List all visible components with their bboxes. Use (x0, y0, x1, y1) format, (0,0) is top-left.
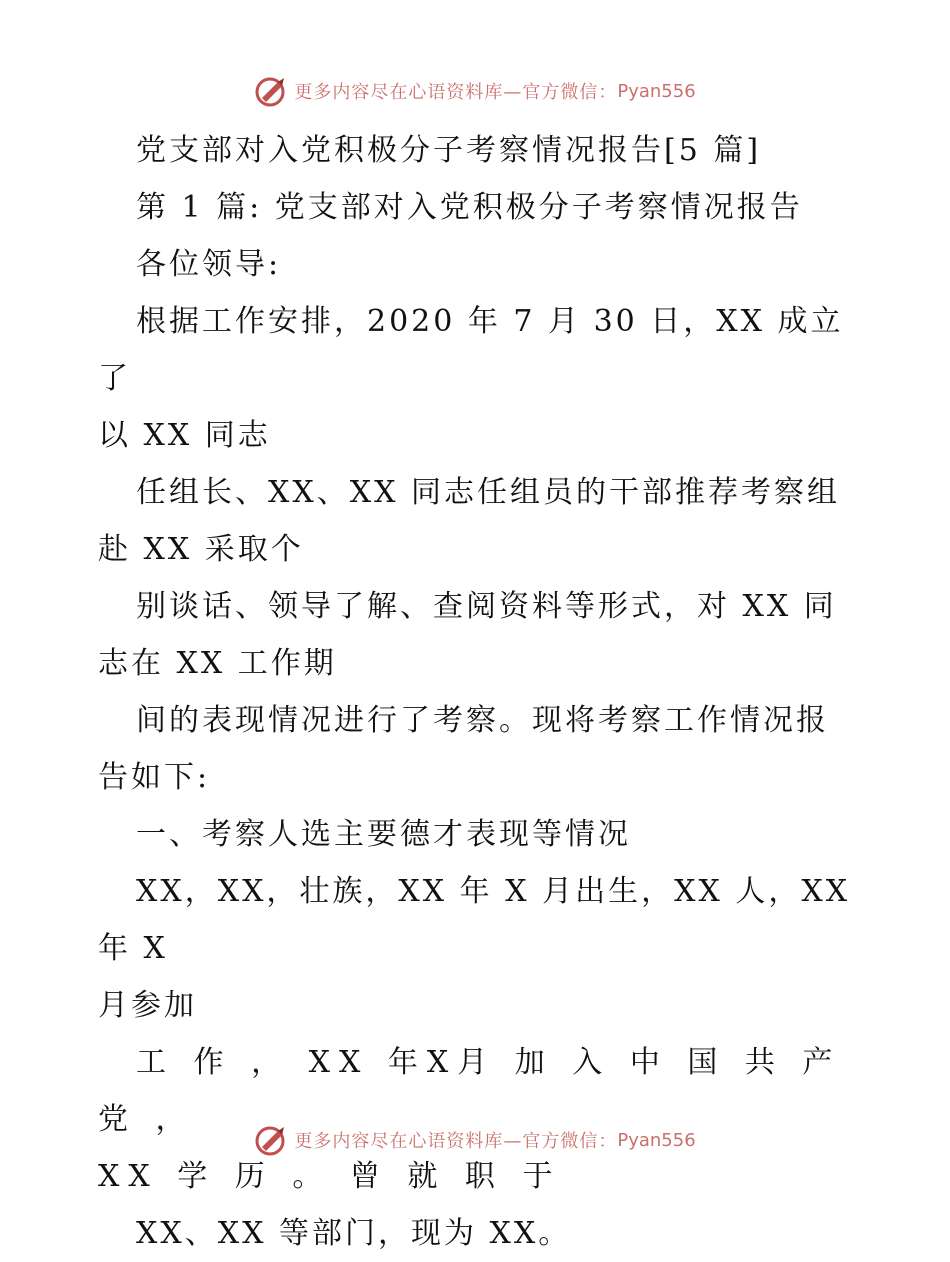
bio-line-2: 月参加 (98, 988, 197, 1023)
watermark-header (0, 71, 950, 111)
watermark-text: 更多内容尽在心语资料库—官方微信： (294, 82, 618, 103)
paragraph-3-line-1: 别谈话、领导了解、查阅资料等形式，对 XX 同 (136, 589, 837, 624)
pen-logo-icon (254, 74, 288, 108)
document-body (0, 122, 950, 1262)
work-line-2: XX 学 历 。 曾 就 职 于 (98, 1159, 562, 1194)
paragraph-2-line-1: 任组长、XX、XX 同志任组员的干部推荐考察组 (136, 475, 840, 510)
last-line: XX、XX 等部门，现为 XX。 (136, 1216, 572, 1251)
work-line-1: 工 作 ， XX 年X月 加 入 中 国 共 产 党 ， (98, 1045, 842, 1137)
paragraph-1-line-2: 以 XX 同志 (98, 418, 271, 453)
paragraph-1-line-1: 根据工作安排，2020 年 7 月 30 日，XX 成立了 (98, 304, 844, 396)
pen-logo-icon (254, 1123, 288, 1157)
watermark-text: 更多内容尽在心语资料库—官方微信： (294, 1131, 618, 1152)
section-heading-1: 一、考察人选主要德才表现等情况 (136, 817, 631, 852)
paragraph-4-line-1: 间的表现情况进行了考察。现将考察工作情况报 (136, 703, 829, 738)
doc-title: 党支部对入党积极分子考察情况报告[5 篇] (136, 133, 762, 168)
chapter-heading: 第 1 篇: 党支部对入党积极分子考察情况报告 (136, 190, 803, 225)
salutation: 各位领导: (136, 247, 282, 282)
paragraph-4-line-2: 告如下: (98, 760, 211, 795)
bio-line-1: XX，XX，壮族，XX 年 X 月出生，XX 人，XX 年 X (98, 874, 851, 966)
paragraph-3-line-2: 志在 XX 工作期 (98, 646, 337, 681)
watermark-wechat-id: Pyan556 (617, 1129, 696, 1151)
watermark-wechat-id: Pyan556 (617, 80, 696, 102)
paragraph-2-line-2: 赴 XX 采取个 (98, 532, 304, 567)
watermark-footer (0, 1120, 950, 1160)
